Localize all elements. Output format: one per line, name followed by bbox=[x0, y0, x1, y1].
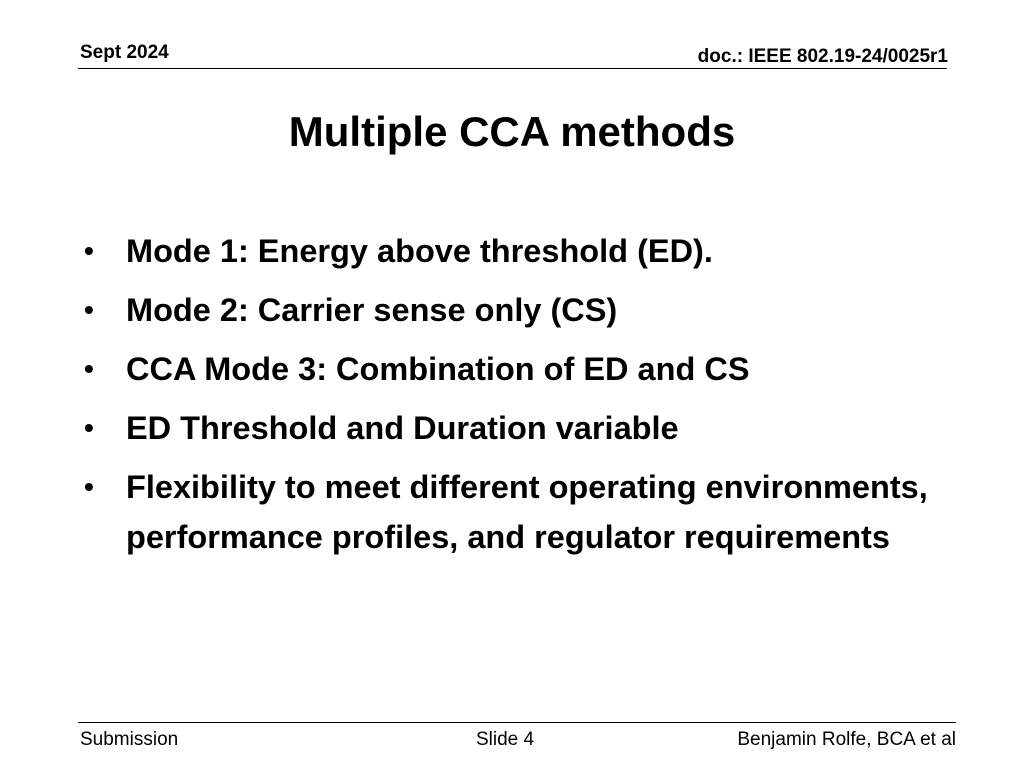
bullet-item bbox=[80, 403, 940, 453]
footer-divider bbox=[78, 722, 956, 723]
footer-slide-number: Slide 4 bbox=[476, 729, 535, 750]
bullet-icon: • bbox=[84, 412, 94, 443]
bullet-text: ED Threshold and Duration variable bbox=[126, 410, 679, 446]
header-date: Sept 2024 bbox=[80, 42, 169, 63]
bullet-text: Mode 1: Energy above threshold (ED). bbox=[126, 233, 713, 269]
bullet-icon: • bbox=[84, 353, 94, 384]
header-divider bbox=[78, 68, 947, 69]
bullet-text: Mode 2: Carrier sense only (CS) bbox=[126, 292, 618, 328]
bullet-text: Flexibility to meet different operating environments, performance profiles, and regulator requirements bbox=[126, 469, 928, 555]
header-doc-id: doc.: IEEE 802.19-24/0025r1 bbox=[697, 46, 948, 67]
bullet-item bbox=[80, 462, 940, 562]
footer-author: Benjamin Rolfe, BCA et al bbox=[737, 729, 956, 750]
footer-submission: Submission bbox=[80, 729, 179, 750]
bullet-icon: • bbox=[84, 471, 94, 502]
bullet-item bbox=[80, 285, 940, 335]
bullet-item bbox=[80, 344, 940, 394]
bullet-text: CCA Mode 3: Combination of ED and CS bbox=[126, 351, 750, 387]
bullet-list bbox=[80, 226, 940, 571]
bullet-icon: • bbox=[84, 235, 94, 266]
bullet-icon: • bbox=[84, 294, 94, 325]
slide-title: Multiple CCA methods bbox=[288, 108, 736, 155]
bullet-item bbox=[80, 226, 940, 276]
